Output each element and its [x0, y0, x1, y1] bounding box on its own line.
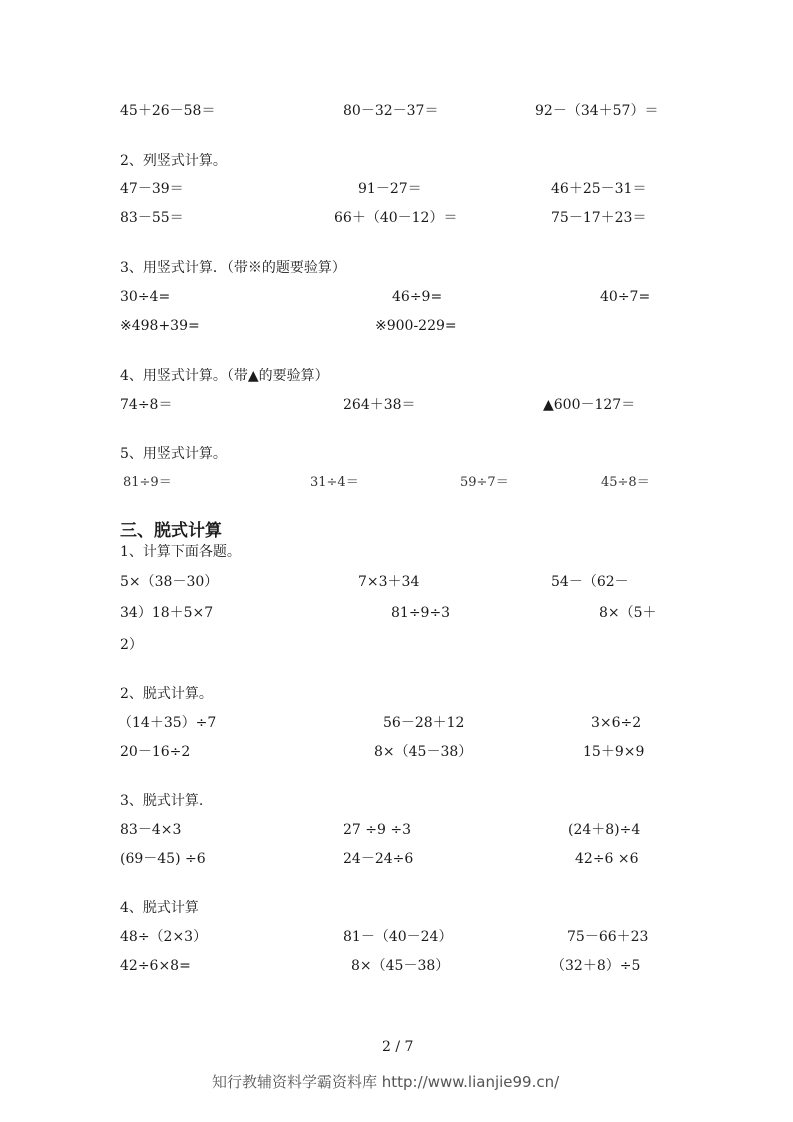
problem: 34）18＋5×7 [120, 605, 214, 621]
problem: 40÷7= [600, 289, 651, 305]
problem: 42÷6×8= [120, 958, 191, 974]
section-title: 5、用竖式计算。 [120, 446, 227, 462]
problem: 74÷8＝ [120, 397, 173, 413]
section-heading: 三、脱式计算 [120, 521, 222, 541]
problem: 5×（38－30） [120, 574, 219, 590]
problem: 91－27＝ [358, 181, 422, 197]
problem: 264＋38＝ [343, 397, 416, 413]
problem: 45＋26－58＝ [120, 103, 216, 119]
problem: 8×（5＋ [599, 605, 657, 621]
problem: ▲600－127＝ [543, 397, 636, 413]
problem: 24－24÷6 [343, 851, 414, 867]
problem: 31÷4＝ [310, 475, 359, 490]
problem: 2） [120, 637, 143, 653]
problem: （14＋35）÷7 [118, 715, 217, 731]
problem: 59÷7＝ [460, 475, 509, 490]
problem: 8×（45－38） [351, 958, 450, 974]
problem: 20－16÷2 [120, 744, 191, 760]
problem: 47－39＝ [120, 181, 184, 197]
problem: 80－32－37＝ [343, 103, 439, 119]
section-title: 4、用竖式计算。（带▲的要验算） [120, 368, 329, 384]
problem: 83－4×3 [120, 822, 182, 838]
problem: 3×6÷2 [591, 715, 642, 731]
problem: 42÷6 ×6 [575, 851, 639, 867]
problem: 30÷4= [120, 289, 171, 305]
problem: (69－45) ÷6 [120, 851, 206, 867]
problem: (24＋8)÷4 [568, 822, 641, 838]
problem: 46÷9= [392, 289, 443, 305]
footer-text: 知行教辅资料学霸资料库 http://www.lianjie99.cn/ [212, 1073, 560, 1091]
section-title: 3、脱式计算. [120, 793, 204, 809]
problem: 27 ÷9 ÷3 [343, 822, 411, 838]
problem: 56－28＋12 [383, 715, 465, 731]
problem: 81÷9＝ [123, 475, 172, 490]
problem: 45÷8＝ [601, 475, 650, 490]
section-title: 4、脱式计算 [120, 900, 199, 916]
problem: 81÷9÷3 [391, 605, 451, 621]
problem: 8×（45－38） [374, 744, 473, 760]
problem: ※900-229= [375, 318, 457, 334]
problem: ※498+39= [120, 318, 200, 334]
section-title: 3、用竖式计算．（带※的题要验算） [120, 260, 346, 276]
problem: 15＋9×9 [583, 744, 645, 760]
problem: 81－（40－24） [343, 929, 453, 945]
problem: 7×3＋34 [358, 574, 420, 590]
problem: （32＋8）÷5 [551, 958, 641, 974]
problem: 46＋25－31＝ [551, 181, 647, 197]
problem: 83－55＝ [120, 210, 184, 226]
problem: 75－17＋23＝ [551, 210, 647, 226]
problem: 54－（62－ [551, 574, 629, 590]
section-title: 2、脱式计算。 [120, 686, 213, 702]
section-title: 1、计算下面各题。 [120, 544, 241, 560]
problem: 66＋（40－12）＝ [334, 210, 458, 226]
page-number: 2 / 7 [382, 1039, 414, 1055]
problem: 92－（34＋57）＝ [535, 103, 659, 119]
problem: 75－66＋23 [567, 929, 649, 945]
problem: 48÷（2×3） [120, 929, 208, 945]
section-title: 2、列竖式计算。 [120, 153, 227, 169]
